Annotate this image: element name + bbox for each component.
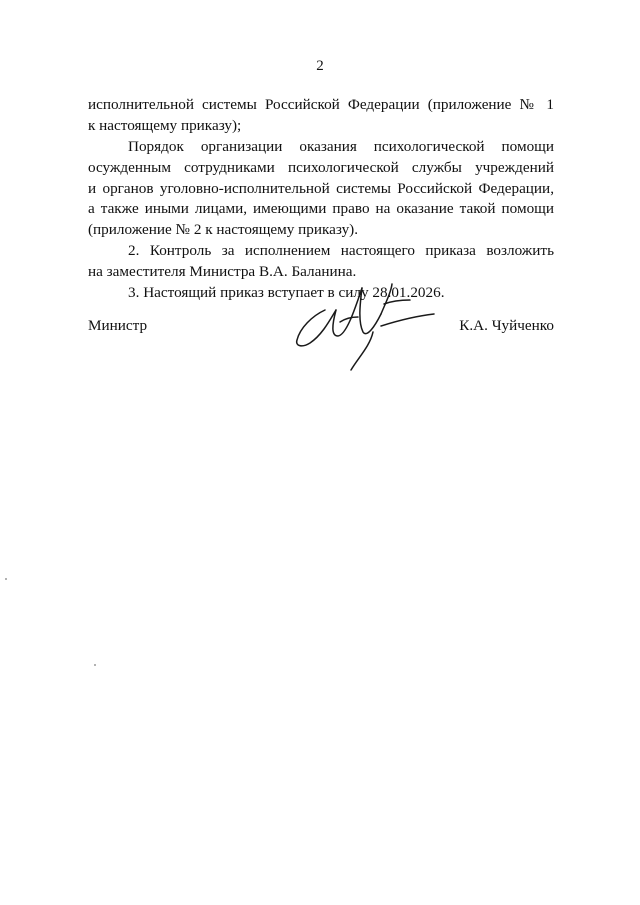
text-line: исполнительной системы Российской Федерации (приложение № 1 — [88, 96, 554, 113]
signer-name: К.А. Чуйченко — [459, 317, 554, 334]
text-line: и органов уголовно-исполнительной системы Российской Федерации, — [88, 179, 554, 197]
text-line: 3. Настоящий приказ вступает в силу 28.01.2026. — [128, 284, 445, 302]
text-line: Порядок организации оказания психологической помощи — [128, 137, 554, 155]
text-line: к настоящему приказу); — [88, 116, 242, 134]
text-line: 2. Контроль за исполнением настоящего приказа возложить — [128, 242, 554, 260]
text-line: осужденным сотрудниками психологической службы учреждений — [88, 158, 554, 176]
text-line: на заместителя Министра В.А. Баланина. — [88, 263, 357, 281]
signer-position: Министр — [88, 317, 148, 334]
scan-speck — [5, 578, 7, 580]
scan-speck — [94, 664, 96, 666]
handwritten-signature — [288, 270, 438, 375]
text-line: (приложение № 2 к настоящему приказу). — [88, 221, 359, 239]
page-number: 2 — [316, 58, 324, 74]
text-line: а также иными лицами, имеющими право на оказание такой помощи — [88, 200, 554, 218]
